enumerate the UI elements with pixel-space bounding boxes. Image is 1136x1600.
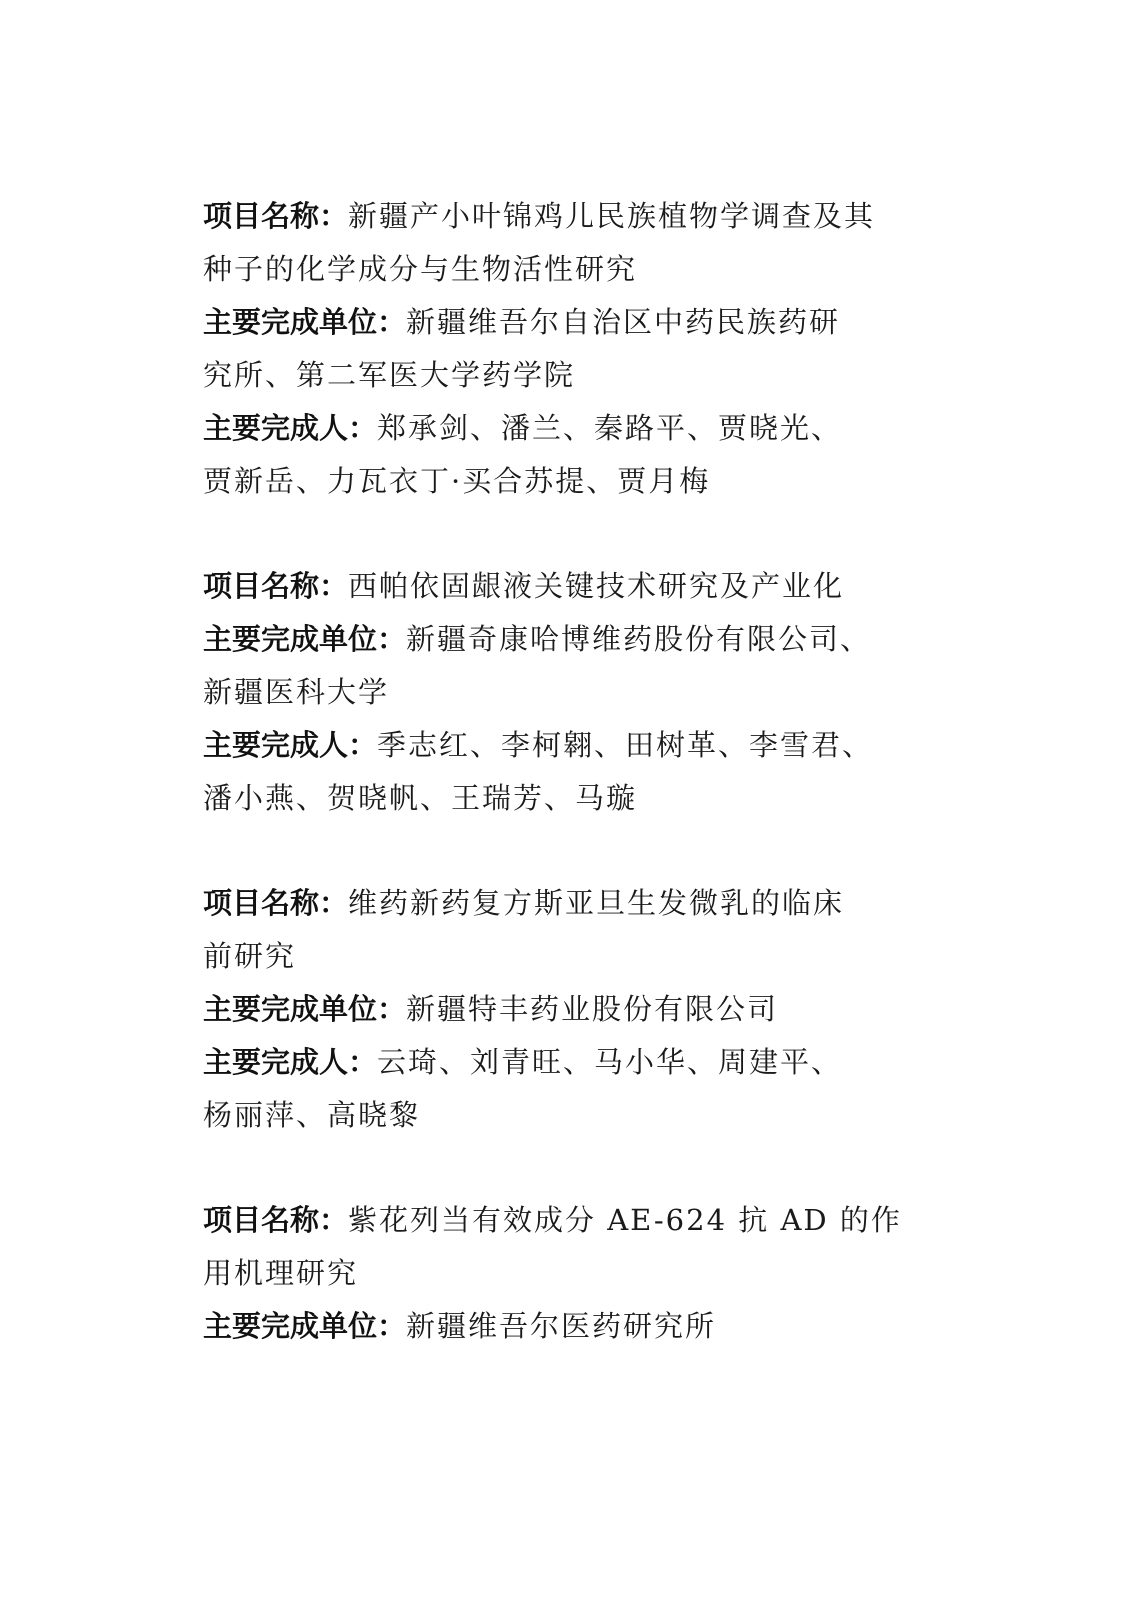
- project-name: [203, 1194, 903, 1247]
- completion-unit-continued: [203, 666, 903, 719]
- project-name-label: 项目名称：: [203, 886, 349, 920]
- project-name-label: 项目名称：: [203, 199, 349, 233]
- completion-people-value: 季志红、李柯翱、田树革、李雪君、: [377, 728, 874, 762]
- completion-unit: [203, 983, 903, 1036]
- project-name-value: 紫花列当有效成分 AE-624 抗 AD 的作: [348, 1203, 902, 1237]
- completion-unit-value: 新疆维吾尔医药研究所: [406, 1309, 717, 1343]
- project-entry: [203, 1194, 903, 1353]
- project-name-continued: [203, 243, 903, 296]
- project-name-value: 种子的化学成分与生物活性研究: [203, 252, 638, 286]
- completion-unit: [203, 296, 903, 349]
- project-name-continued: [203, 1247, 903, 1300]
- document-body: [203, 190, 903, 1405]
- completion-people-continued: [203, 1089, 903, 1142]
- completion-people-value: 郑承剑、潘兰、秦路平、贾晓光、: [377, 411, 843, 445]
- completion-unit-label: 主要完成单位：: [203, 1309, 407, 1343]
- completion-people-label: 主要完成人：: [203, 1045, 378, 1079]
- project-name-value: 前研究: [203, 939, 297, 973]
- completion-unit: [203, 613, 903, 666]
- completion-people-value: 云琦、刘青旺、马小华、周建平、: [377, 1045, 843, 1079]
- completion-people-value: 杨丽萍、高晓黎: [203, 1098, 421, 1132]
- completion-people-continued: [203, 455, 903, 508]
- completion-people-value: 潘小燕、贺晓帆、王瑞芳、马璇: [203, 781, 638, 815]
- completion-people: [203, 402, 903, 455]
- completion-unit-value: 新疆维吾尔自治区中药民族药研: [406, 305, 841, 339]
- project-name-continued: [203, 930, 903, 983]
- project-name: [203, 560, 903, 613]
- completion-unit-value: 新疆医科大学: [203, 675, 390, 709]
- completion-unit-value: 新疆特丰药业股份有限公司: [406, 992, 779, 1026]
- completion-people-continued: [203, 772, 903, 825]
- project-name-value: 新疆产小叶锦鸡儿民族植物学调查及其: [348, 199, 876, 233]
- project-name-label: 项目名称：: [203, 569, 349, 603]
- completion-people-value: 贾新岳、力瓦衣丁·买合苏提、贾月梅: [203, 464, 711, 498]
- completion-unit-value: 究所、第二军医大学药学院: [203, 358, 576, 392]
- project-name: [203, 190, 903, 243]
- completion-people: [203, 719, 903, 772]
- completion-unit-continued: [203, 349, 903, 402]
- project-name-value: 维药新药复方斯亚旦生发微乳的临床: [348, 886, 845, 920]
- completion-unit-value: 新疆奇康哈博维药股份有限公司、: [406, 622, 872, 656]
- project-name-value: 西帕依固龈液关键技术研究及产业化: [348, 569, 845, 603]
- completion-people: [203, 1036, 903, 1089]
- project-entry: [203, 190, 903, 508]
- project-name-label: 项目名称：: [203, 1203, 349, 1237]
- completion-unit: [203, 1300, 903, 1353]
- project-entry: [203, 560, 903, 825]
- completion-unit-label: 主要完成单位：: [203, 305, 407, 339]
- project-name: [203, 877, 903, 930]
- completion-people-label: 主要完成人：: [203, 411, 378, 445]
- project-name-value: 用机理研究: [203, 1256, 359, 1290]
- completion-people-label: 主要完成人：: [203, 728, 378, 762]
- project-entry: [203, 877, 903, 1142]
- completion-unit-label: 主要完成单位：: [203, 622, 407, 656]
- completion-unit-label: 主要完成单位：: [203, 992, 407, 1026]
